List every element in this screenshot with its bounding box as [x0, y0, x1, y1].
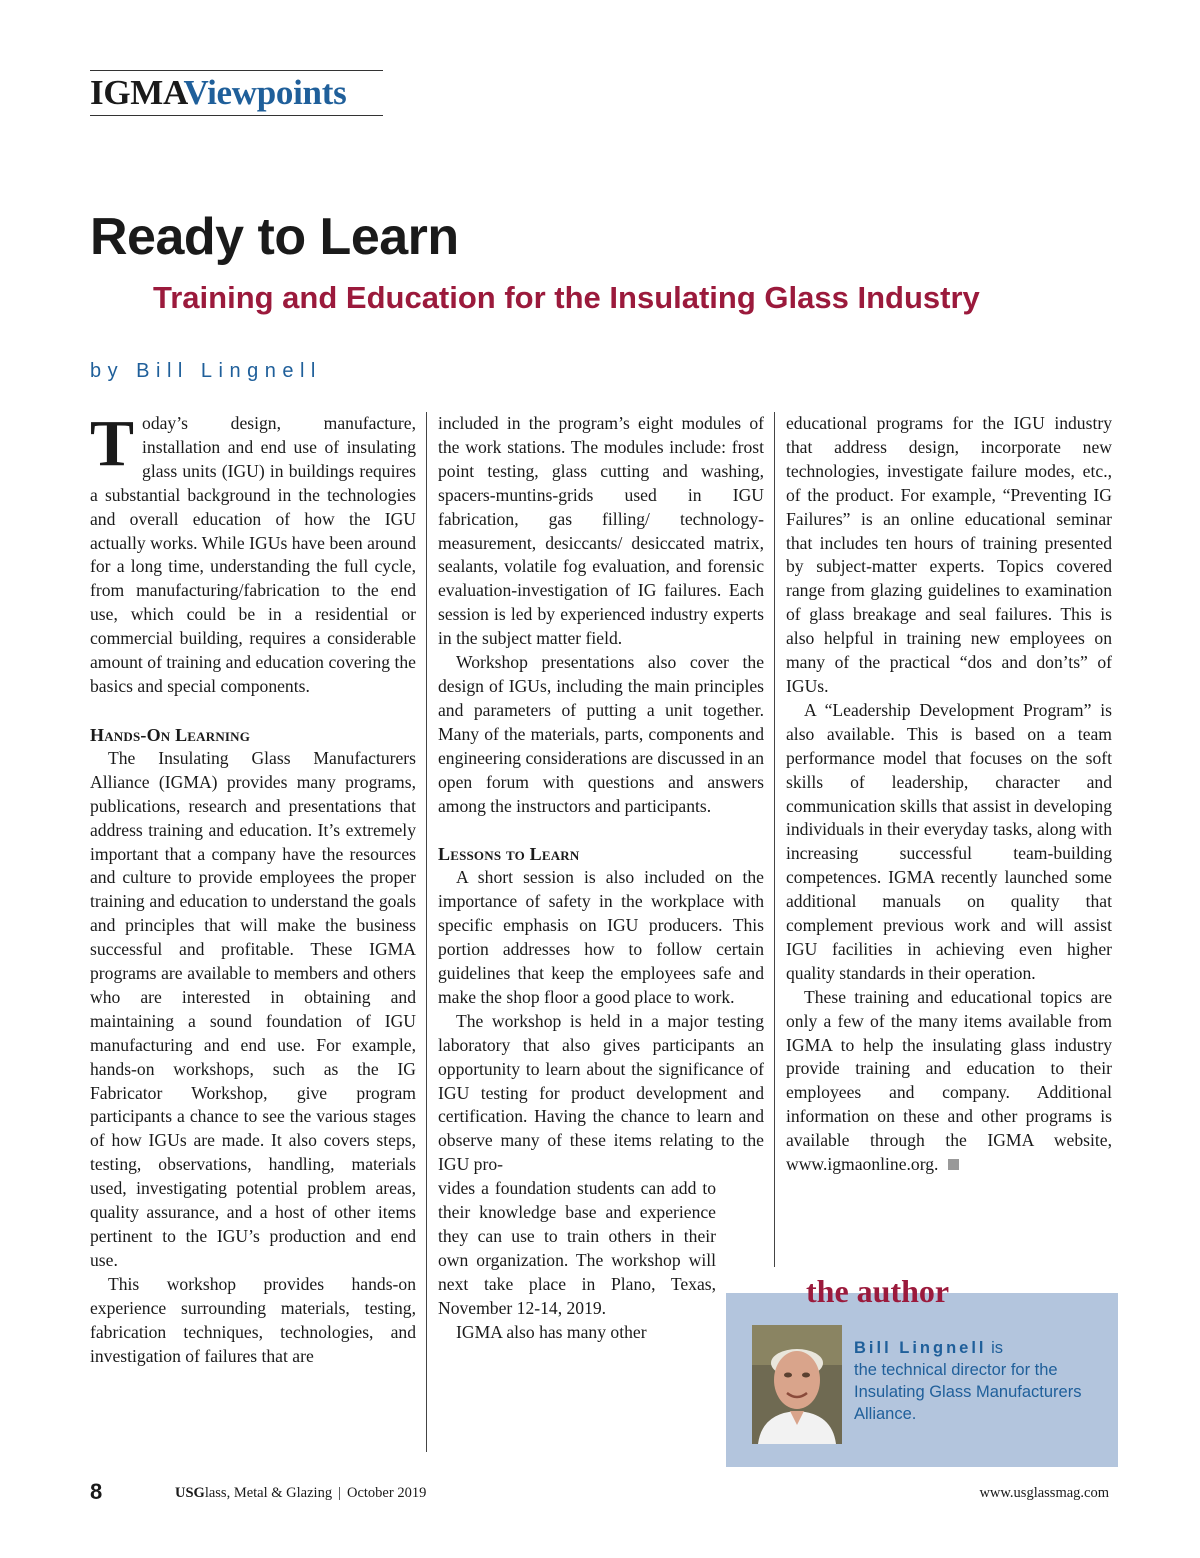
col3-paragraph-1: educational programs for the IGU industry that address design, incorporate new technologies, investigate failure modes, etc., of the product. For example, “Preventing IG Failures” is an online educational seminar that includes ten hours of training presented by subject-matter experts. Topics covered range from glazing guidelines to examination of glass breakage and seal failures. This is also helpful in training new employees on many of the practical “dos and don’ts” of IGUs.: [786, 413, 1112, 696]
column-divider-2: [774, 412, 775, 1267]
end-mark-icon: [948, 1159, 959, 1170]
footer-publication: [175, 1482, 426, 1504]
author-heading: the author: [806, 1273, 950, 1309]
masthead-logo: [90, 71, 383, 115]
footer-url[interactable]: www.usglassmag.com: [979, 1485, 1109, 1501]
footer-pub-bold: USG: [175, 1485, 205, 1501]
author-bio-is: is: [986, 1339, 1003, 1357]
subheading-hands-on-learning: Hands-On Learning: [90, 724, 251, 745]
footer-issue: October 2019: [347, 1485, 427, 1501]
col3-paragraph-3: [786, 986, 1112, 1177]
col2-paragraph-4a: The workshop is held in a major testing laboratory that also gives participants an opportunity to learn about the significance of IGU testing for product development and certification. Having the chance to learn and observe many of these items relating to the IGU pro-: [438, 1010, 764, 1175]
masthead-rule-bottom: [90, 115, 383, 116]
article-column-3: [786, 412, 1112, 1177]
footer-pub-rest: lass, Metal & Glazing: [204, 1485, 333, 1501]
author-bio: [854, 1337, 1094, 1425]
col3-paragraph-2: A “Leadership Development Program” is also available. This is based on a team performance model that focuses on the soft skills of leadership, character and communication skills that assist in developing individuals in their everyday tasks, along with increasing successful team-building competences. IGMA recently launched some additional manuals on quality that complement previous work and will assist IGU facilities in achieving even higher quality standards in their operation.: [786, 699, 1112, 983]
masthead-igma: IGMA: [90, 73, 184, 112]
col1-paragraph-3: This workshop provides hands-on experience surrounding materials, testing, fabrication techniques, technologies, and investigation of failures that are: [90, 1273, 416, 1366]
article-byline: by Bill Lingnell: [90, 360, 322, 382]
article-title: Ready to Learn: [90, 208, 459, 266]
footer-separator: |: [338, 1485, 341, 1501]
col1-paragraph-2: The Insulating Glass Manufacturers Alliance (IGMA) provides many programs, publications, research and presentations that address training and education. It’s extremely important that a company have the resources and culture to provide employees the proper training and education to understand the goals and principles that will make the business successful and profitable. These IGMA programs are available to members and others who are interested in obtaining and maintaining a sound foundation of IGU manufacturing and end use. For example, hands-on workshops, such as the IG Fabricator Workshop, give program participants a chance to see the various stages of how IGUs are made. It also covers steps, testing, observations, handling, materials used, investigating potential problem areas, quality assurance, and a host of other items pertinent to the IGU’s production and end use.: [90, 747, 416, 1270]
author-photo: [752, 1325, 842, 1444]
author-name: Bill Lingnell: [854, 1339, 987, 1357]
col1-p1-text: oday’s design, manufacture, installation and end use of insulating glass units (IGU) in buildings requires a substantial background in the technologies and overall education of how the IGU actually works. While IGUs have been around for a long time, understanding the full cycle, from manufacturing/fabrication to the end use, which could be in a residential or commercial building, requires a considerable amount of training and education covering the basics and special components.: [90, 413, 416, 696]
article-column-2: [438, 412, 764, 1345]
drop-cap: T: [90, 407, 135, 480]
column-divider-1: [426, 412, 427, 1452]
article-subtitle: Training and Education for the Insulating Glass Industry: [153, 280, 980, 315]
col2-paragraph-3: A short session is also included on the importance of safety in the workplace with specific emphasis on IGU producers. This portion addresses how to follow certain guidelines that keep the employees safe and make the shop floor a good place to work.: [438, 867, 764, 1007]
masthead-viewpoints: Viewpoints: [183, 73, 347, 112]
masthead: [90, 70, 383, 116]
col3-p3-text: These training and educational topics are only a few of the many items available from IGMA to help the insulating glass industry provide training and education to their employees and company. Additional information on these and other programs is available through the IGMA website, www.igmaonline.org.: [786, 986, 1112, 1175]
col2-paragraph-5: IGMA also has many other: [456, 1321, 647, 1342]
subheading-lessons-to-learn: Lessons to Learn: [438, 844, 580, 865]
article-column-1: [90, 407, 416, 1368]
page-number: 8: [90, 1479, 103, 1504]
author-portrait-icon: [752, 1325, 842, 1444]
col2-paragraph-1: included in the program’s eight modules of the work stations. The modules include: frost point testing, glass cutting and washing, spacers-muntins-grids used in IGU fabrication, gas filling/ technology-measurement, desiccants/ desiccated matrix, sealants, volatile fog evaluation, and forensic evaluation-investigation of IG failures. Each session is led by experienced industry experts in the subject matter field.: [438, 413, 764, 649]
col1-paragraph-1: [90, 407, 416, 699]
col2-paragraph-4b: vides a foundation students can add to their knowledge base and experience they can use to train others in their own organization. The workshop will next take place in Plano, Texas, November 12-14, 2019.: [438, 1178, 716, 1318]
col2-paragraph-2: Workshop presentations also cover the design of IGUs, including the main principles and parameters of putting a unit together. Many of the materials, parts, components and engineering considerations are discussed in an open forum with questions and answers among the instructors and participants.: [438, 652, 764, 816]
author-bio-text: the technical director for the Insulating Glass Manufacturers Alliance.: [854, 1361, 1082, 1423]
